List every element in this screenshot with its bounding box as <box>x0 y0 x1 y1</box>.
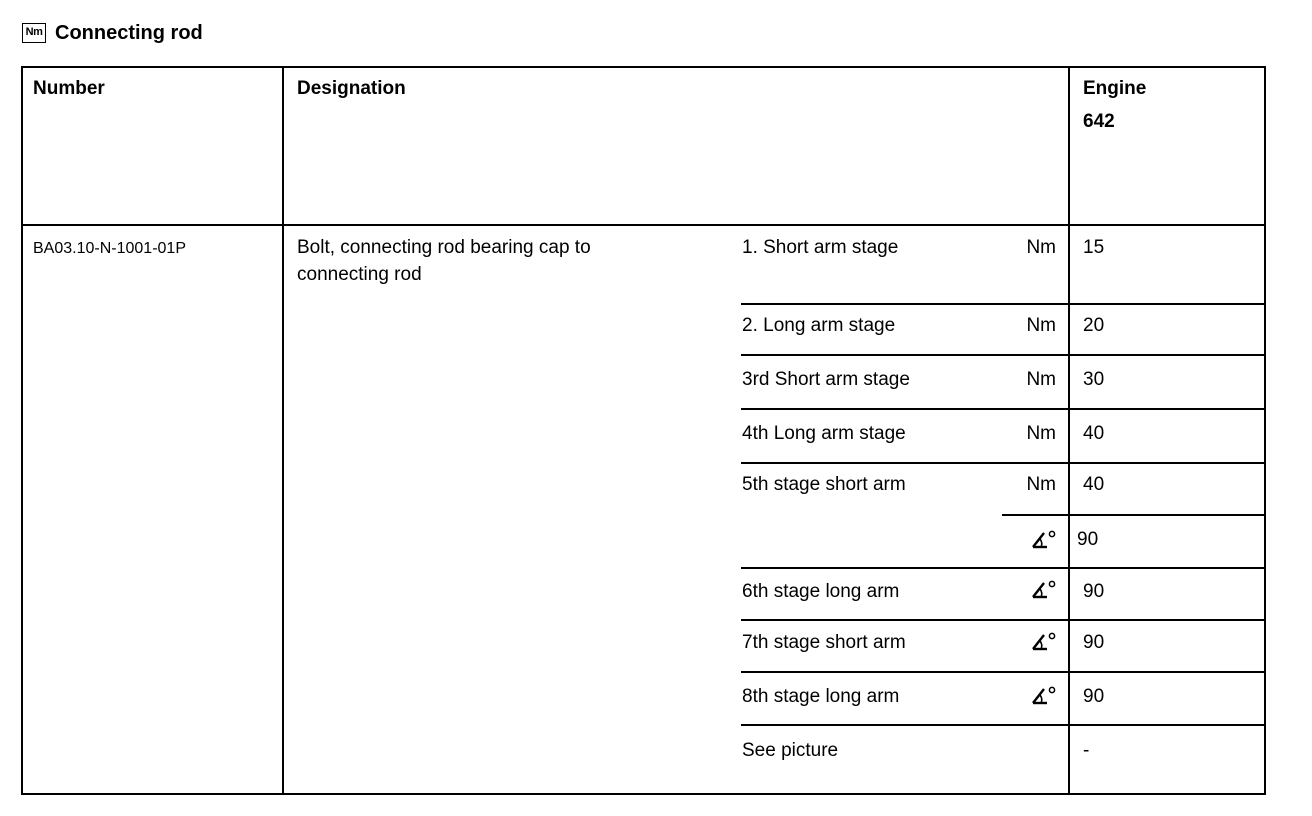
part-number: BA03.10-N-1001-01P <box>33 240 186 257</box>
torque-value: 15 <box>1083 237 1105 258</box>
row-divider <box>741 408 1266 410</box>
torque-value: 40 <box>1083 423 1105 444</box>
row-divider <box>741 671 1266 673</box>
divider <box>1068 66 1070 795</box>
row-divider <box>741 724 1266 726</box>
row-divider <box>741 462 1266 464</box>
designation-text-line2: connecting rod <box>297 264 422 285</box>
row-divider <box>741 354 1266 356</box>
header-divider <box>21 224 1266 226</box>
torque-value: 30 <box>1083 369 1105 390</box>
angle-value: 90 <box>1083 632 1105 653</box>
column-header-number: Number <box>33 78 105 99</box>
angle-icon <box>1030 529 1060 551</box>
row-divider <box>741 567 1266 569</box>
row-divider <box>741 303 1266 305</box>
unit-nm: Nm <box>1026 315 1056 336</box>
engine-model: 642 <box>1083 111 1115 132</box>
unit-nm: Nm <box>1026 237 1056 258</box>
angle-value: 90 <box>1083 581 1105 602</box>
angle-value: 90 <box>1077 529 1099 550</box>
unit-nm: Nm <box>1026 423 1056 444</box>
angle-icon <box>1030 631 1060 653</box>
stage-label: 5th stage short arm <box>742 474 906 495</box>
stage-label: 6th stage long arm <box>742 581 900 602</box>
stage-label: 4th Long arm stage <box>742 423 906 444</box>
row-divider <box>1002 514 1266 516</box>
row-divider <box>741 619 1266 621</box>
angle-icon <box>1030 685 1060 707</box>
stage-label: 2. Long arm stage <box>742 315 896 336</box>
stage-label: 1. Short arm stage <box>742 237 899 258</box>
unit-nm: Nm <box>1026 369 1056 390</box>
torque-value: 20 <box>1083 315 1105 336</box>
empty-value: - <box>1083 740 1090 761</box>
column-header-designation: Designation <box>297 78 406 99</box>
designation-text-line1: Bolt, connecting rod bearing cap to <box>297 237 591 258</box>
torque-nm-icon: Nm <box>22 23 46 43</box>
see-picture-label: See picture <box>742 740 839 761</box>
torque-table <box>21 66 1266 795</box>
angle-value: 90 <box>1083 686 1105 707</box>
stage-label: 7th stage short arm <box>742 632 906 653</box>
stage-label: 3rd Short arm stage <box>742 369 910 390</box>
page-title: Connecting rod <box>55 21 203 44</box>
stage-label: 8th stage long arm <box>742 686 900 707</box>
angle-icon <box>1030 579 1060 601</box>
torque-value: 40 <box>1083 474 1105 495</box>
unit-nm: Nm <box>1026 474 1056 495</box>
divider <box>282 66 284 795</box>
section-title <box>22 18 203 48</box>
column-header-engine: Engine <box>1083 78 1147 99</box>
